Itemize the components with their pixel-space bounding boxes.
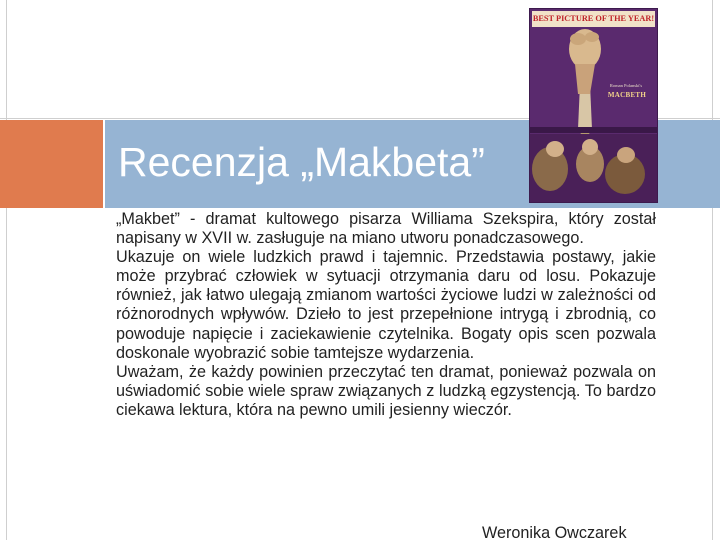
movie-poster [529, 8, 658, 203]
poster-banner: BEST PICTURE OF THE YEAR! [532, 11, 655, 27]
review-paragraph: „Makbet” - dramat kultowego pisarza Williama Szekspira, który został napisany w XVII w. zasługuje na miano utworu ponadczasowego. [116, 210, 656, 248]
poster-title: MACBETH [607, 91, 647, 99]
slide-title: Recenzja „Makbeta” [118, 139, 485, 185]
poster-artwork [530, 9, 657, 202]
author-signature: Weronika Owczarek [482, 524, 627, 542]
review-text [116, 210, 656, 420]
frame-line-right [712, 0, 713, 540]
review-paragraph: Ukazuje on wiele ludzkich prawd i tajemnic. Przedstawia postawy, jakie może przybrać człowiek w sytuacji otrzymania daru od losu. Pokazuje również, jak łatwo ulegają zmianom wartości życiowe ludzi w zależności od różnorodnych wpływów. Dzieło to jest przepełnione intrygą i zbrodnią, co powoduje napięcie i zaciekawienie czytelnika. Bogaty opis scen pozwala doskonale wyobrazić sobie tamtejsze wydarzenia. [116, 248, 656, 362]
frame-line-left-lower [6, 208, 7, 540]
poster-presenter: Roman Polanski's [609, 83, 643, 88]
frame-line-left [6, 0, 7, 120]
accent-block [0, 120, 103, 208]
review-paragraph: Uważam, że każdy powinien przeczytać ten dramat, ponieważ pozwala on uświadomić sobie wiele spraw związanych z ludzką egzystencją. To bardzo ciekawa lektura, która na pewno umili jesienny wieczór. [116, 362, 656, 419]
